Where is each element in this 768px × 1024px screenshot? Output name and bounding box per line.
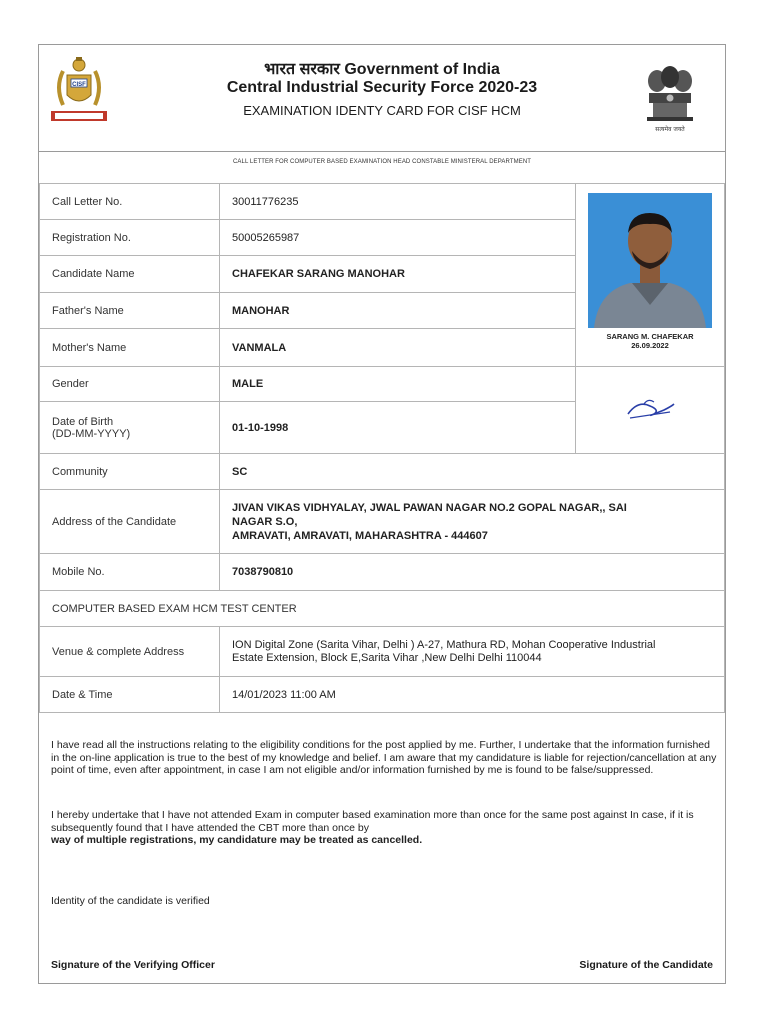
table-row	[40, 554, 725, 591]
venue-value	[220, 627, 725, 677]
candidate-signature-icon	[620, 392, 680, 426]
gender-label: Gender	[40, 367, 220, 402]
call-letter-label: Call Letter No.	[40, 184, 220, 220]
declaration-p2-bold: way of multiple registrations, my candidature may be treated as cancelled.	[51, 834, 423, 846]
candidate-signature-label: Signature of the Candidate	[579, 959, 713, 971]
address-line3: AMRAVATI, AMRAVATI, MAHARASHTRA - 444607	[232, 529, 488, 542]
candidate-name-label: Candidate Name	[40, 256, 220, 293]
mobile-label: Mobile No.	[40, 554, 220, 591]
datetime-label: Date & Time	[40, 677, 220, 713]
title-organization: Central Industrial Security Force 2020-23	[226, 79, 538, 96]
venue-line1: ION Digital Zone (Sarita Vihar, Delhi ) A-27, Mathura RD, Mohan Cooperative Industrial	[232, 638, 656, 651]
gender-value: MALE	[220, 367, 576, 402]
datetime-value: 14/01/2023 11:00 AM	[220, 677, 725, 713]
title-card-type: EXAMINATION IDENTY CARD FOR CISF HCM	[243, 103, 521, 118]
candidate-photo	[588, 193, 712, 363]
photo-cell	[576, 184, 725, 367]
card-header	[39, 45, 725, 151]
address-value	[220, 490, 725, 554]
table-row	[40, 184, 725, 220]
national-emblem-icon	[637, 63, 703, 135]
candidate-details-table	[39, 183, 725, 713]
signature-cell	[576, 367, 725, 454]
svg-text:सत्यमेव जयते: सत्यमेव जयते	[655, 126, 685, 133]
svg-text:SARANG M. CHAFEKAR: SARANG M. CHAFEKAR	[606, 332, 694, 341]
dob-label	[40, 402, 220, 454]
venue-label: Venue & complete Address	[40, 627, 220, 677]
address-label: Address of the Candidate	[40, 490, 220, 554]
father-name-label: Father's Name	[40, 293, 220, 329]
call-letter-value: 30011776235	[220, 184, 576, 220]
table-row	[40, 677, 725, 713]
svg-text:CISF: CISF	[72, 82, 86, 88]
mother-name-label: Mother's Name	[40, 329, 220, 367]
table-row	[40, 591, 725, 627]
test-center-heading: COMPUTER BASED EXAM HCM TEST CENTER	[40, 591, 725, 627]
venue-line2: Estate Extension, Block E,Sarita Vihar ,New Delhi Delhi 110044	[232, 651, 542, 664]
registration-label: Registration No.	[40, 220, 220, 256]
table-row	[40, 367, 725, 402]
dob-value: 01-10-1998	[220, 402, 576, 454]
dob-label-line2: (DD-MM-YYYY)	[52, 427, 131, 440]
candidate-name-value: CHAFEKAR SARANG MANOHAR	[220, 256, 576, 293]
dob-label-line1: Date of Birth	[52, 415, 114, 428]
father-name-value: MANOHAR	[220, 293, 576, 329]
title-hindi: भारत सरकार	[264, 61, 340, 78]
svg-text:26.09.2022: 26.09.2022	[631, 341, 669, 350]
candidate-photo-icon	[588, 193, 712, 363]
table-row	[40, 490, 725, 554]
title-government	[39, 57, 725, 79]
address-line2: NAGAR S.O,	[232, 515, 298, 528]
mobile-value: 7038790810	[220, 554, 725, 591]
declaration-p2-text: I hereby undertake that I have not attended Exam in computer based examination more than once for the same post against In case, if it is subsequently found that I have attended the CBT more than once by	[51, 809, 694, 834]
community-value: SC	[220, 454, 725, 490]
mother-name-value: VANMALA	[220, 329, 576, 367]
table-row	[40, 627, 725, 677]
identity-verified-text: Identity of the candidate is verified	[51, 895, 210, 907]
community-label: Community	[40, 454, 220, 490]
admit-card	[38, 44, 726, 984]
header-divider	[39, 151, 725, 152]
declaration-paragraph-2	[51, 809, 721, 847]
title-gov-english: Government of India	[344, 61, 500, 78]
table-row	[40, 454, 725, 490]
call-letter-subtitle: CALL LETTER FOR COMPUTER BASED EXAMINATION HEAD CONSTABLE MINISTERAL DEPARTMENT	[232, 159, 532, 165]
address-line1: JIVAN VIKAS VIDHYALAY, JWAL PAWAN NAGAR NO.2 GOPAL NAGAR,, SAI	[232, 501, 627, 514]
declaration-paragraph-1: I have read all the instructions relating to the eligibility conditions for the post applied by me. Further, I undertake that the information furnished in the on-line application is true to the best of my knowledge and belief. I am aware that my candidature is liable for rejection/cancellation at any point of time, even after appointment, in case I am not eligible and/or information furnished by me is found to be false/suppressed.	[51, 739, 717, 776]
registration-value: 50005265987	[220, 220, 576, 256]
verifying-officer-signature-label: Signature of the Verifying Officer	[51, 959, 215, 971]
